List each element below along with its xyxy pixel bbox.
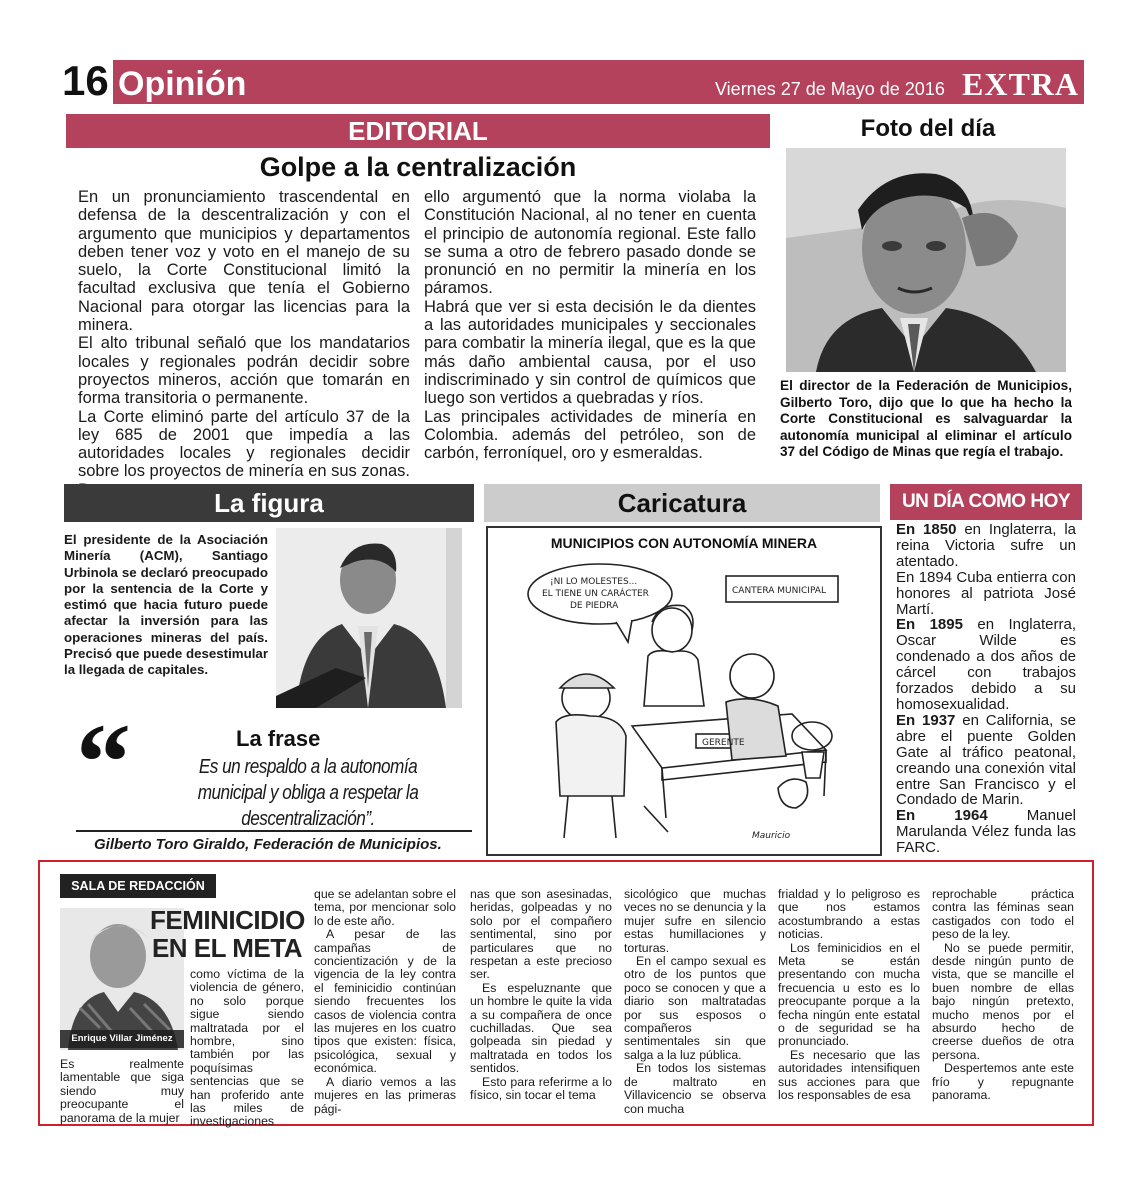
column-paragraph: A pesar de las campañas de concientización y de la vigencia de la ley contra el feminicidio continúan siendo frecuentes los casos de violencia contra las mujeres en los cuatro tipos que existen: física, psicológica, sexual y económica. xyxy=(314,927,456,1076)
entry-text: en California, se abre el puente Golden Gate al tráfico peatonal, creando una conexión vital entre San Francisco y el Condado de Marin. xyxy=(896,711,1076,809)
quote-mark-icon: “ xyxy=(76,701,131,823)
column-paragraph: que se adelantan sobre el tema, por mencionar solo lo de este año. xyxy=(314,887,456,928)
column-paragraph: Despertemos ante este frío y repugnante panorama. xyxy=(932,1061,1074,1103)
column-paragraph: sicológico que muchas veces no se denuncia y la mujer sufre en silencio estas humillaciones y torturas. xyxy=(624,887,766,955)
cartoon-drawing xyxy=(520,556,850,852)
column-paragraph: En el campo sexual es otro de los puntos que poco se conocen y que a diario son maltratadas por sus esposos o compañeros sentimentales sin que salga a la luz pública. xyxy=(624,954,766,1062)
column-paragraph: como víctima de la violencia de género, no solo porque sigue siendo maltratada por el hombre, sino también por las poquísimas sentencias que se han proferido ante las miles de investigaciones xyxy=(190,967,304,1129)
column-lead-text xyxy=(60,1058,184,1125)
column-paragraph: Es realmente lamentable que siga siendo muy preocupante el panorama de la mujer xyxy=(60,1057,184,1125)
editorial-title: Golpe a la centralización xyxy=(259,152,577,182)
column-text-3 xyxy=(624,888,766,1116)
column-text-2 xyxy=(470,888,612,1103)
newspaper-logo: EXTRA xyxy=(962,66,1080,102)
editorial-paragraph: En un pronunciamiento trascendental en defensa de la descentralización y con el argumento que municipios y departamentos deben tener voz y voto en el manejo de su suelo, la Corte Constitucional limitó la facultad exclusiva que tenía el Gobierno Nacional para otorgar las licencias para la minera. xyxy=(78,188,410,335)
photo-of-day-title: Foto del día xyxy=(860,115,996,142)
entry-text: en Inglaterra, la reina Victoria sufre un atentado. xyxy=(896,521,1076,570)
column-text-1 xyxy=(314,888,456,1116)
cartoon-speech-line-3: DE PIEDRA xyxy=(570,601,619,611)
on-this-day-entry xyxy=(896,808,1076,856)
publication-date: Viernes 27 de Mayo de 2016 xyxy=(715,79,945,99)
columnist-name: Enrique Villar Jiménez xyxy=(71,1033,173,1044)
column-headline: FEMINICIDIO EN EL META xyxy=(150,905,305,963)
figure-photo xyxy=(276,528,462,708)
cartoon-signature: Mauricio xyxy=(752,831,791,841)
page-number: 16 xyxy=(58,58,113,104)
column-paragraph: Es necesario que las autoridades intensifiquen sus acciones para que los responsables de esa xyxy=(778,1047,920,1103)
editorial-label: EDITORIAL xyxy=(348,116,488,146)
cartoon-title: MUNICIPIOS CON AUTONOMÍA MINERA xyxy=(550,535,818,551)
editorial-column-2 xyxy=(424,188,756,462)
editorial-column-1 xyxy=(78,188,410,499)
editorial-paragraph: La Corte eliminó parte del artículo 37 de la ley 685 de 2001 que impedía a las autoridades locales y regionales decidir sobre los proyectos de minería en sus zonas. xyxy=(78,407,411,481)
quote-divider xyxy=(76,830,472,832)
column-paragraph: frialdad y lo peligroso es que nos estamos acostumbrando a estas noticias. xyxy=(778,887,920,942)
cartoon-table-sign: GERENTE xyxy=(702,738,745,748)
column-paragraph: Esto para referirme a lo físico, sin tocar el tema xyxy=(470,1074,612,1103)
column-paragraph: En todos los sistemas de maltrato en Villavicencio se observa con mucha xyxy=(624,1061,766,1116)
cartoon-speech-line-2: EL TIENE UN CARÁCTER xyxy=(542,589,649,599)
newsroom-badge-label: SALA DE REDACCIÓN xyxy=(71,879,205,893)
on-this-day-entry xyxy=(896,522,1076,570)
quote-title: La frase xyxy=(236,726,321,751)
quote-text: Es un respaldo a la autonomía municipal y obliga a respetar la descentralización”. xyxy=(197,756,419,830)
photo-of-day-caption: El director de la Federación de Municipios, Gilberto Toro, dijo que lo que ha hecho la Corte Constitucional es salvaguardar la autonomía municipal al eliminar el artículo 37 del Código de Minas que regía el trabajo. xyxy=(780,378,1072,460)
column-text-5 xyxy=(932,888,1074,1103)
column-paragraph: Los feminicidios en el Meta se están presentando con mucha frecuencia u esto es lo preocupante porque a la fecha ningún ente estatal o de seguridad se ha pronunciado. xyxy=(778,940,920,1049)
column-paragraph: Es espeluznante que un hombre le quite la vida a su compañera de once cuchilladas. Que sea golpeada sin piedad y maltratada en todos los sentidos. xyxy=(470,980,612,1076)
on-this-day-list xyxy=(896,522,1076,856)
editorial-paragraph: El alto tribunal señaló que los mandatarios locales y regionales podrán decidir sobre proyectos mineros, acción que tomarán en forma transitoria o permanente. xyxy=(78,334,410,408)
entry-text: En 1894 Cuba entierra con honores al patriota José Martí. xyxy=(896,568,1076,618)
entry-year: En 1895 xyxy=(896,616,963,634)
cartoon-illustration xyxy=(520,556,850,852)
quote-author: Gilberto Toro Giraldo, Federación de Municipios. xyxy=(94,836,442,853)
column-paragraph: No se puede permitir, desde ningún punto de vista, que se mancille el buen nombre de ellas bajo ningún pretexto, mucho menos por el absurdo hecho de creerse dueños de otra persona. xyxy=(932,940,1074,1062)
figure-label: La figura xyxy=(214,488,324,518)
cartoon-label: Caricatura xyxy=(617,488,747,518)
editorial-paragraph: Habrá que ver si esta decisión le da dientes a las autoridades municipales y seccionales para combatir la minería ilegal, que es la que más daño ambiental causa, por el uso indiscriminado y sin control de químicos que luego son vertidos a quebradas y ríos. xyxy=(424,297,756,408)
editorial-paragraph: Las principales actividades de minería en Colombia. además del petróleo, son de carbón, ferroníquel, oro y esmeraldas. xyxy=(424,407,756,463)
column-paragraph: A diario vemos a las mujeres en las primeras pági- xyxy=(314,1074,456,1116)
portrait-illustration xyxy=(786,148,1066,372)
portrait-illustration xyxy=(276,528,462,708)
section-name: Opinión xyxy=(118,65,247,103)
column-intro-text xyxy=(190,968,304,1129)
entry-year: En 1937 xyxy=(896,711,956,729)
entry-year: En 1964 xyxy=(896,807,988,825)
on-this-day-label: UN DÍA COMO HOY xyxy=(901,491,1071,512)
figure-text: El presidente de la Asociación Minería (ACM), Santiago Urbinola se declaró preocupado por la sentencia de la Corte y estimó que hacia futuro puede afectar la inversión para las operaciones mineras del país. Precisó que puede desestimular la llegada de capitales. xyxy=(64,532,268,678)
on-this-day-entry xyxy=(896,570,1076,618)
on-this-day-entry xyxy=(896,617,1076,712)
entry-text: Manuel Marulanda Vélez funda las FARC. xyxy=(896,807,1076,857)
column-paragraph: reprochable práctica contra las féminas sean castigados con todo el peso de la ley. xyxy=(932,887,1074,942)
photo-of-day-image xyxy=(786,148,1066,372)
cartoon-sign-text: CANTERA MUNICIPAL xyxy=(732,586,826,596)
editorial-paragraph: ello argumentó que la norma violaba la Constitución Nacional, al no tener en cuenta el principio de autonomía regional. Este fallo se suma a otro de febrero pasado donde se pronunció en no permitir la minería en los páramos. xyxy=(424,188,756,298)
entry-text: en Inglaterra, Oscar Wilde es condenado a dos años de cárcel con trabajos forzados debido a su homosexualidad. xyxy=(896,616,1076,713)
entry-year: En 1850 xyxy=(896,521,957,538)
column-text-4 xyxy=(778,888,920,1103)
column-paragraph: nas que son asesinadas, heridas, golpeadas y no solo por el compañero sentimental, sino por particulares que no respetan a este precioso ser. xyxy=(470,887,612,982)
on-this-day-entry xyxy=(896,713,1076,808)
cartoon-speech-line-1: ¡NI LO MOLESTES... xyxy=(550,577,638,587)
